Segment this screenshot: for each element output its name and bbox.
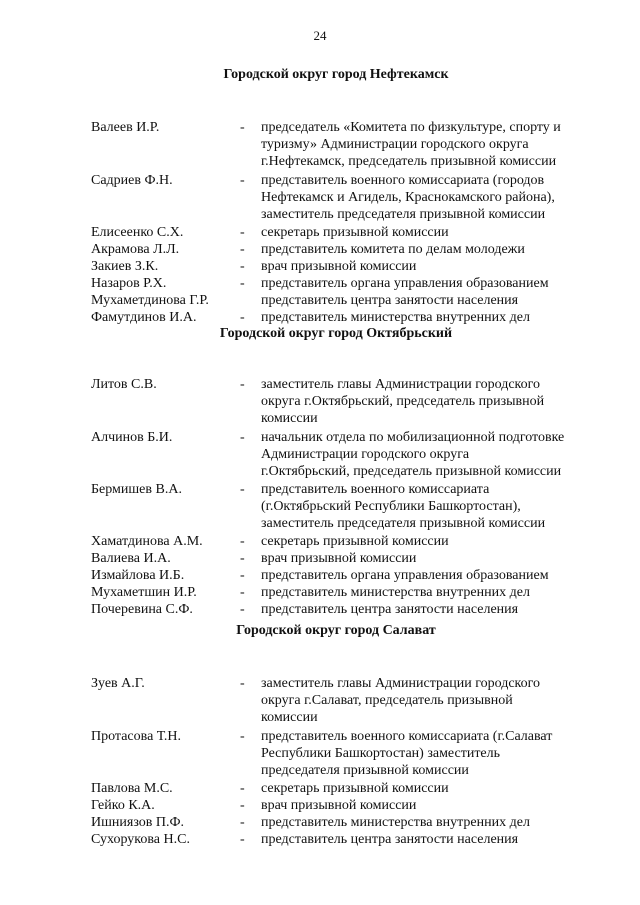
member-name: Мухаметшин И.Р. xyxy=(91,585,197,600)
role-line: секретарь призывной комиссии xyxy=(261,781,449,796)
dash-separator: - xyxy=(240,482,245,497)
member-role xyxy=(261,241,606,258)
member-role xyxy=(261,780,606,797)
role-line: врач призывной комиссии xyxy=(261,551,417,566)
dash-separator: - xyxy=(240,430,245,445)
dash-separator: - xyxy=(240,568,245,583)
member-name: Гейко К.А. xyxy=(91,798,155,813)
member-role xyxy=(261,481,606,532)
member-role xyxy=(261,550,606,567)
role-line: Нефтекамск и Агидель, Краснокамского района), xyxy=(261,190,555,205)
role-line: заместитель председателя призывной комиссии xyxy=(261,207,546,222)
member-role xyxy=(261,429,606,480)
member-name: Протасова Т.Н. xyxy=(91,729,182,744)
member-role xyxy=(261,814,606,831)
member-name: Валиева И.А. xyxy=(91,551,171,566)
member-name: Почеревина С.Ф. xyxy=(91,602,193,617)
dash-separator: - xyxy=(240,781,245,796)
member-role xyxy=(261,584,606,601)
dash-separator: - xyxy=(240,676,245,691)
member-name: Хаматдинова А.М. xyxy=(91,534,203,549)
member-role xyxy=(261,533,606,550)
role-line: туризму» Администрации городского округа xyxy=(261,137,529,152)
dash-separator: - xyxy=(240,832,245,847)
role-line: комиссии xyxy=(261,411,318,426)
role-line: председатель «Комитета по физкультуре, спорту и xyxy=(261,120,561,135)
section-title: Городской округ город Салават xyxy=(236,623,436,638)
role-line: комиссии xyxy=(261,710,318,725)
member-name: Мухаметдинова Г.Р. xyxy=(91,293,209,308)
member-role xyxy=(261,309,606,326)
dash-separator: - xyxy=(240,729,245,744)
section-title: Городской округ город Нефтекамск xyxy=(223,67,449,82)
dash-separator: - xyxy=(240,377,245,392)
role-line: представитель органа управления образованием xyxy=(261,568,549,583)
dash-separator: - xyxy=(240,225,245,240)
role-line: представитель военного комиссариата (г.Салават xyxy=(261,729,553,744)
role-line: Администрации городского округа xyxy=(261,447,470,462)
member-role xyxy=(261,119,606,170)
member-role xyxy=(261,728,606,779)
role-line: врач призывной комиссии xyxy=(261,259,417,274)
member-name: Измайлова И.Б. xyxy=(91,568,185,583)
member-role xyxy=(261,567,606,584)
dash-separator: - xyxy=(240,276,245,291)
role-line: представитель центра занятости населения xyxy=(261,832,519,847)
member-role xyxy=(261,258,606,275)
member-name: Зуев А.Г. xyxy=(91,676,145,691)
dash-separator: - xyxy=(240,602,245,617)
role-line: представитель центра занятости населения xyxy=(261,293,519,308)
role-line: представитель центра занятости населения xyxy=(261,602,519,617)
member-role xyxy=(261,275,606,292)
member-name: Садриев Ф.Н. xyxy=(91,173,173,188)
member-name: Ишниязов П.Ф. xyxy=(91,815,185,830)
dash-separator: - xyxy=(240,585,245,600)
role-line: (г.Октябрьский Республики Башкортостан), xyxy=(261,499,521,514)
member-role xyxy=(261,224,606,241)
member-role xyxy=(261,797,606,814)
role-line: начальник отдела по мобилизационной подготовке xyxy=(261,430,565,445)
member-name: Фамутдинов И.А. xyxy=(91,310,197,325)
member-role xyxy=(261,831,606,848)
member-role xyxy=(261,601,606,618)
member-role xyxy=(261,675,606,726)
role-line: представитель военного комиссариата xyxy=(261,482,490,497)
role-line: округа г.Салават, председатель призывной xyxy=(261,693,513,708)
role-line: представитель органа управления образованием xyxy=(261,276,549,291)
member-name: Елисеенко С.Х. xyxy=(91,225,184,240)
dash-separator: - xyxy=(240,120,245,135)
role-line: г.Октябрьский, председатель призывной комиссии xyxy=(261,464,562,479)
role-line: заместитель председателя призывной комиссии xyxy=(261,516,546,531)
member-name: Назаров Р.Х. xyxy=(91,276,167,291)
dash-separator: - xyxy=(240,173,245,188)
role-line: Республики Башкортостан) заместитель xyxy=(261,746,501,761)
member-name: Алчинов Б.И. xyxy=(91,430,173,445)
member-role xyxy=(261,292,606,309)
role-line: врач призывной комиссии xyxy=(261,798,417,813)
dash-separator: - xyxy=(240,242,245,257)
section-oktyabrsky xyxy=(0,325,640,617)
dash-separator: - xyxy=(240,259,245,274)
member-name: Валеев И.Р. xyxy=(91,120,160,135)
role-line: представитель комитета по делам молодежи xyxy=(261,242,525,257)
member-name: Акрамова Л.Л. xyxy=(91,242,180,257)
role-line: председателя призывной комиссии xyxy=(261,763,469,778)
member-name: Бермишев В.А. xyxy=(91,482,182,497)
role-line: секретарь призывной комиссии xyxy=(261,534,449,549)
role-line: г.Нефтекамск, председатель призывной комиссии xyxy=(261,154,557,169)
member-name: Сухорукова Н.С. xyxy=(91,832,190,847)
dash-separator: - xyxy=(240,310,245,325)
dash-separator: - xyxy=(240,551,245,566)
role-line: округа г.Октябрьский, председатель призывной xyxy=(261,394,545,409)
role-line: представитель военного комиссариата (городов xyxy=(261,173,545,188)
member-name: Закиев З.К. xyxy=(91,259,159,274)
role-line: заместитель главы Администрации городского xyxy=(261,676,541,691)
section-neftekamsk xyxy=(0,66,640,325)
dash-separator: - xyxy=(240,798,245,813)
member-name: Павлова М.С. xyxy=(91,781,173,796)
role-line: представитель министерства внутренних дел xyxy=(261,310,530,325)
role-line: заместитель главы Администрации городского xyxy=(261,377,541,392)
member-role xyxy=(261,376,606,427)
member-role xyxy=(261,172,606,223)
role-line: секретарь призывной комиссии xyxy=(261,225,449,240)
section-salavat xyxy=(0,622,640,847)
section-title: Городской округ город Октябрьский xyxy=(219,326,453,341)
member-name: Литов С.В. xyxy=(91,377,157,392)
page-number: 24 xyxy=(313,28,327,43)
role-line: представитель министерства внутренних дел xyxy=(261,585,530,600)
dash-separator: - xyxy=(240,534,245,549)
role-line: представитель министерства внутренних дел xyxy=(261,815,530,830)
dash-separator: - xyxy=(240,815,245,830)
